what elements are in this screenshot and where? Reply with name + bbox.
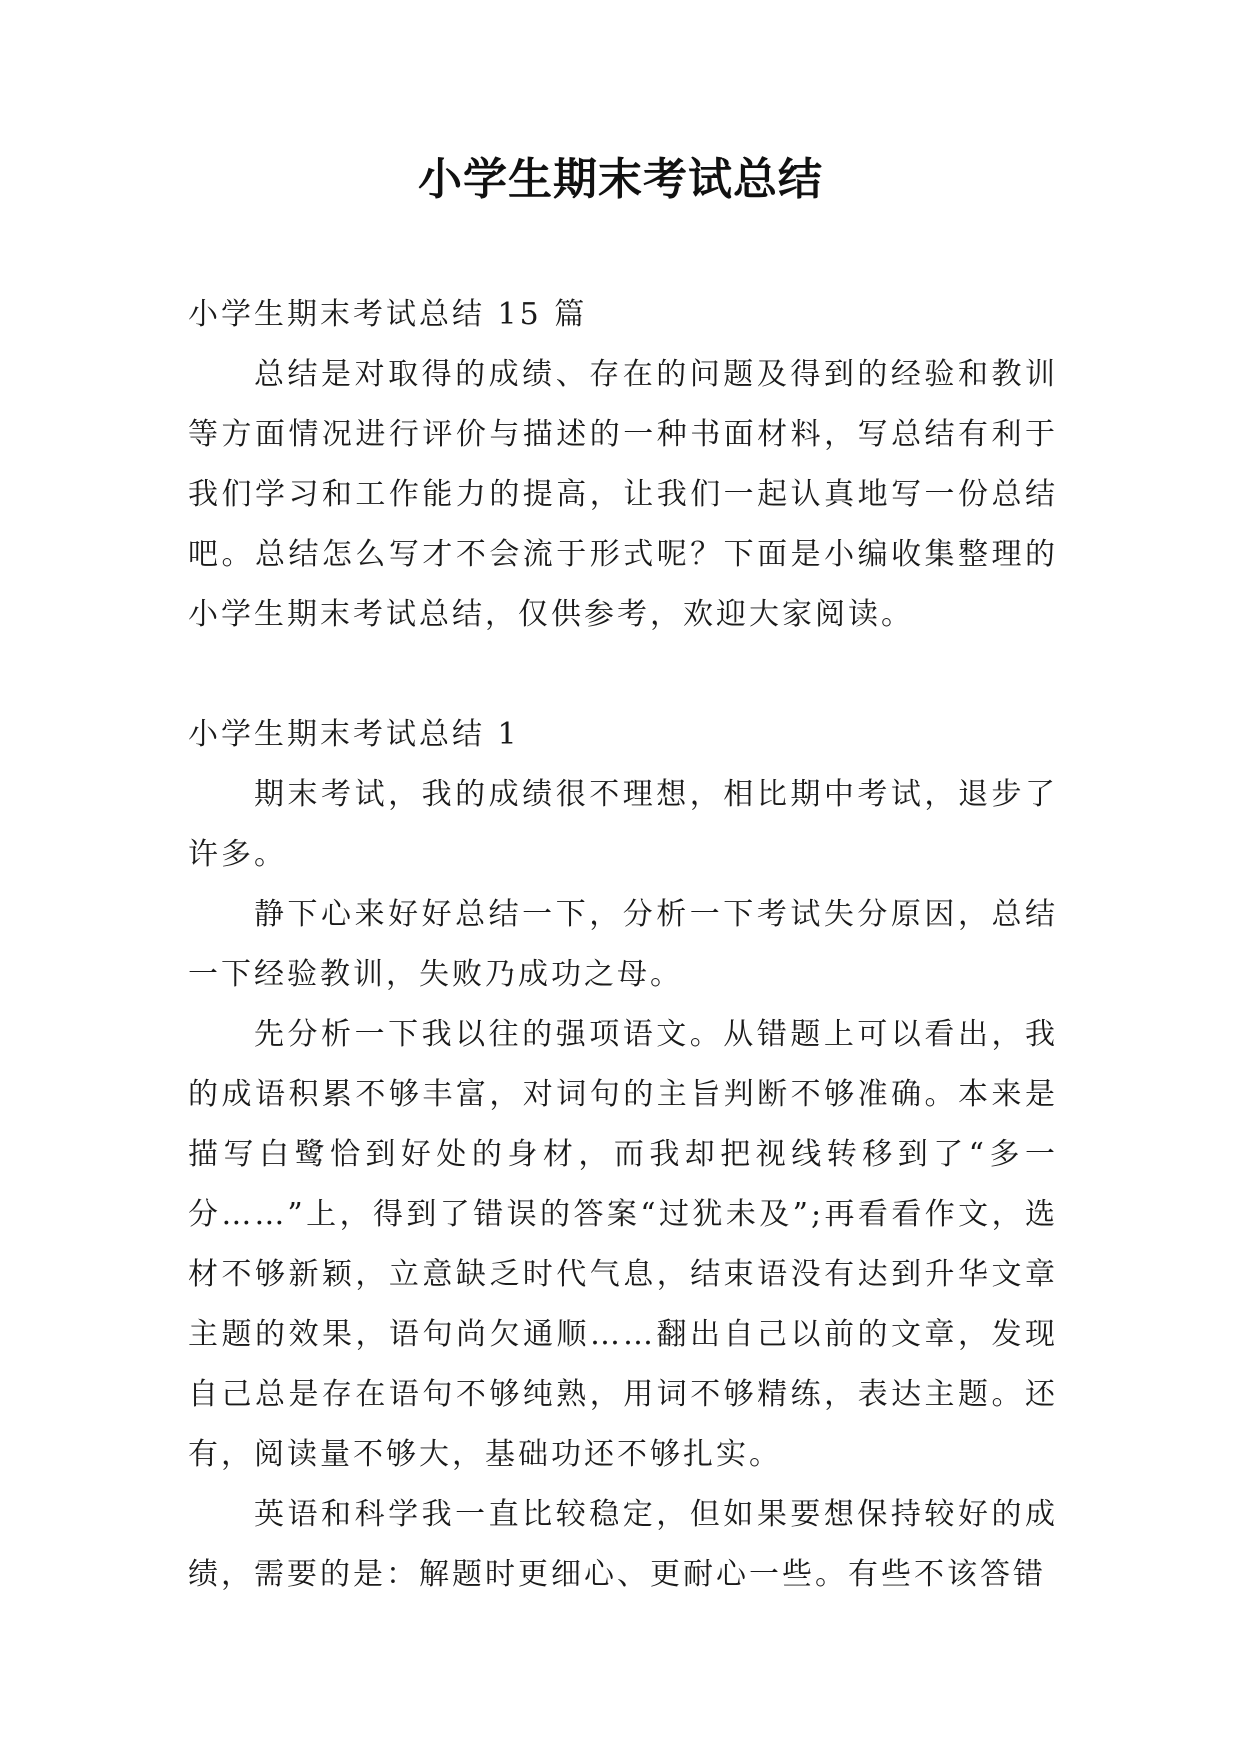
body-paragraph: 先分析一下我以往的强项语文。从错题上可以看出，我的成语积累不够丰富，对词句的主旨判断不够准确。本来是描写白鹭恰到好处的身材，而我却把视线转移到了“多一分……”上，得到了错误的答案“过犹未及”;再看看作文，选材不够新颖，立意缺乏时代气息，结束语没有达到升华文章主题的效果，语句尚欠通顺……翻出自己以前的文章，发现自己总是存在语句不够纯熟，用词不够精练，表达主题。还有，阅读量不够大，基础功还不够扎实。 bbox=[188, 1017, 1058, 1472]
document-title: 小学生期末考试总结 bbox=[418, 154, 823, 205]
intro-paragraph: 总结是对取得的成绩、存在的问题及得到的经验和教训等方面情况进行评价与描述的一种书面材料，写总结有利于我们学习和工作能力的提高，让我们一起认真地写一份总结吧。总结怎么写才不会流于形式呢？下面是小编收集整理的小学生期末考试总结，仅供参考，欢迎大家阅读。 bbox=[188, 357, 1058, 632]
section-heading: 小学生期末考试总结 15 篇 bbox=[188, 297, 588, 332]
body-paragraph: 静下心来好好总结一下，分析一下考试失分原因，总结一下经验教训，失败乃成功之母。 bbox=[188, 897, 1058, 992]
document-body bbox=[188, 285, 1058, 1605]
section-heading: 小学生期末考试总结 1 bbox=[188, 717, 520, 752]
section-spacer bbox=[188, 645, 1058, 705]
body-paragraph: 英语和科学我一直比较稳定，但如果要想保持较好的成绩，需要的是：解题时更细心、更耐心一些。有些不该答错 bbox=[188, 1497, 1058, 1592]
body-paragraph: 期末考试，我的成绩很不理想，相比期中考试，退步了许多。 bbox=[188, 777, 1058, 872]
